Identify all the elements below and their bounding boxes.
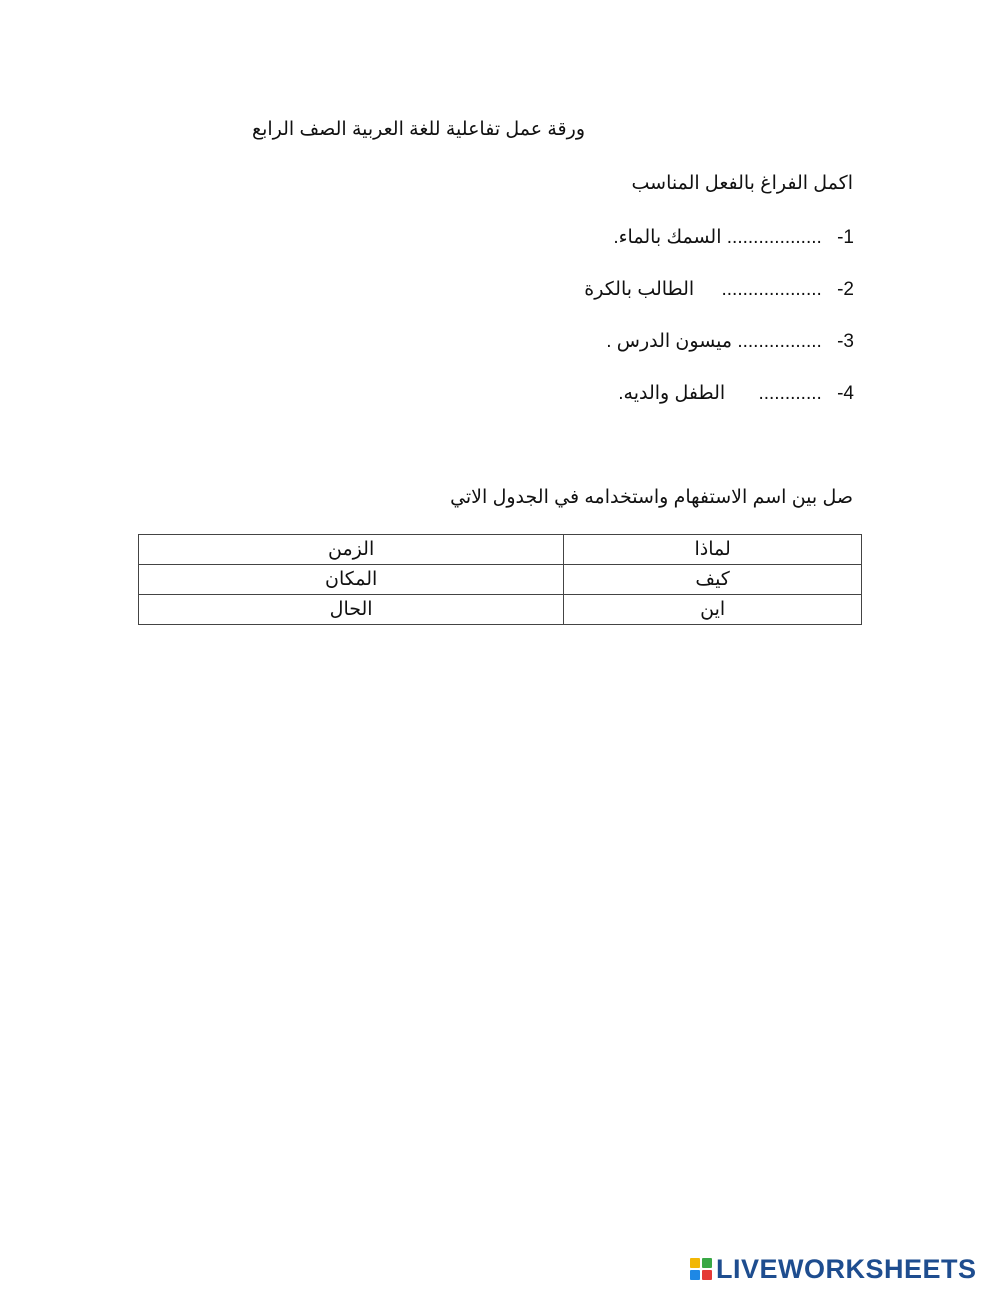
blank-field[interactable]: ............ — [758, 383, 822, 404]
matching-instruction: صل بين اسم الاستفهام واستخدامه في الجدول الاتي — [450, 487, 853, 508]
question-text: الطالب بالكرة — [584, 279, 695, 300]
question-4 — [618, 382, 854, 405]
table-row — [139, 595, 862, 625]
question-number: 2- — [837, 279, 854, 300]
question-number: 1- — [837, 227, 854, 248]
liveworksheets-logo — [690, 1254, 977, 1284]
table-row — [139, 565, 862, 595]
question-word-cell[interactable]: كيف — [564, 565, 862, 595]
matching-table — [138, 534, 862, 625]
question-word-cell[interactable]: اين — [564, 595, 862, 625]
question-2 — [584, 278, 854, 301]
question-number: 3- — [837, 331, 854, 352]
question-number: 4- — [837, 383, 854, 404]
usage-cell[interactable]: المكان — [139, 565, 564, 595]
logo-mark-icon — [690, 1258, 712, 1280]
question-1 — [613, 226, 854, 249]
question-text: الطفل والديه. — [618, 383, 726, 404]
table-row — [139, 535, 862, 565]
blank-field[interactable]: ................ — [737, 331, 822, 352]
blank-field[interactable]: ................... — [721, 279, 822, 300]
question-3 — [606, 330, 854, 353]
usage-cell[interactable]: الزمن — [139, 535, 564, 565]
worksheet-title: ورقة عمل تفاعلية للغة العربية الصف الرابع — [251, 119, 585, 140]
question-word-cell[interactable]: لماذا — [564, 535, 862, 565]
logo-text: LIVEWORKSHEETS — [716, 1253, 977, 1284]
blank-field[interactable]: .................. — [726, 227, 822, 248]
usage-cell[interactable]: الحال — [139, 595, 564, 625]
question-text: ميسون الدرس . — [606, 331, 733, 352]
question-text: السمك بالماء. — [613, 227, 722, 248]
fill-blank-instruction: اكمل الفراغ بالفعل المناسب — [631, 173, 853, 194]
